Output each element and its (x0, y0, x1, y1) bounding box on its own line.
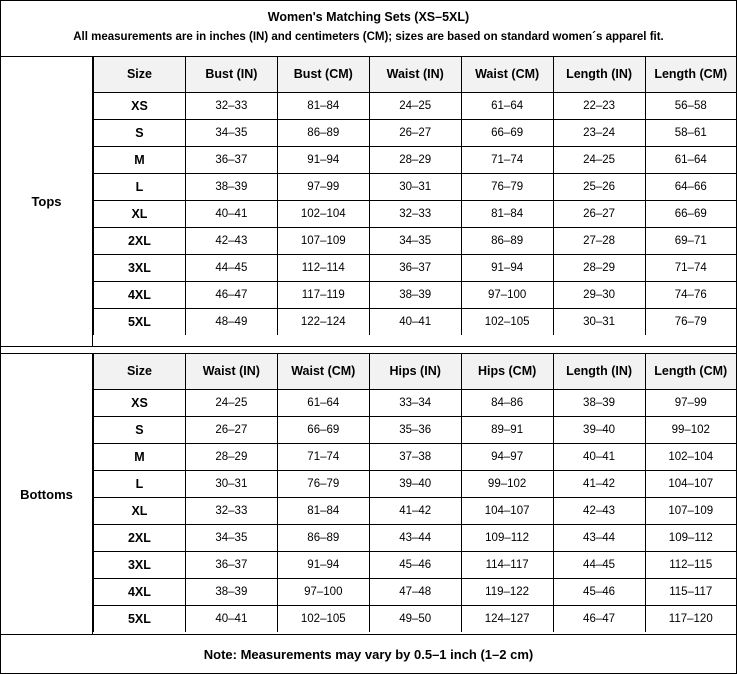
measurement-cell: 43–44 (553, 524, 645, 551)
measurement-cell: 41–42 (369, 497, 461, 524)
measurement-cell: 109–112 (461, 524, 553, 551)
column-header: Size (94, 57, 186, 92)
measurement-cell: 94–97 (461, 443, 553, 470)
measurement-cell: 40–41 (553, 443, 645, 470)
measurement-cell: 39–40 (369, 470, 461, 497)
measurement-cell: 102–104 (645, 443, 736, 470)
column-header: Length (CM) (645, 57, 736, 92)
column-header: Hips (IN) (369, 354, 461, 389)
measurement-cell: 99–102 (645, 416, 736, 443)
measurement-cell: 40–41 (185, 200, 277, 227)
measurement-cell: 117–120 (645, 605, 736, 632)
table-row (94, 92, 737, 119)
measurement-cell: 36–37 (185, 551, 277, 578)
measurement-cell: 114–117 (461, 551, 553, 578)
column-header: Bust (IN) (185, 57, 277, 92)
table-row (94, 119, 737, 146)
measurement-cell: 40–41 (369, 308, 461, 335)
measurement-cell: 32–33 (185, 92, 277, 119)
measurement-cell: 99–102 (461, 470, 553, 497)
measurement-cell: 66–69 (645, 200, 736, 227)
measurement-cell: 81–84 (277, 92, 369, 119)
chart-header (1, 1, 736, 57)
measurement-cell: 61–64 (461, 92, 553, 119)
measurement-cell: 30–31 (185, 470, 277, 497)
measurement-cell: 56–58 (645, 92, 736, 119)
measurement-cell: 71–74 (277, 443, 369, 470)
measurement-cell: 26–27 (369, 119, 461, 146)
measurement-cell: 104–107 (645, 470, 736, 497)
measurement-cell: 97–100 (277, 578, 369, 605)
measurement-cell: 58–61 (645, 119, 736, 146)
measurement-cell: 112–114 (277, 254, 369, 281)
size-cell: 2XL (94, 227, 186, 254)
column-header: Waist (IN) (369, 57, 461, 92)
column-header: Waist (CM) (277, 354, 369, 389)
size-cell: XL (94, 497, 186, 524)
measurement-cell: 49–50 (369, 605, 461, 632)
measurement-cell: 38–39 (185, 578, 277, 605)
measurement-cell: 71–74 (645, 254, 736, 281)
measurement-cell: 71–74 (461, 146, 553, 173)
measurement-cell: 32–33 (369, 200, 461, 227)
measurement-cell: 107–109 (645, 497, 736, 524)
measurement-cell: 38–39 (553, 389, 645, 416)
table-row (94, 416, 737, 443)
measurement-cell: 69–71 (645, 227, 736, 254)
bottoms-table (93, 354, 736, 632)
measurement-cell: 64–66 (645, 173, 736, 200)
column-header: Hips (CM) (461, 354, 553, 389)
measurement-cell: 66–69 (461, 119, 553, 146)
size-cell: 3XL (94, 254, 186, 281)
measurement-cell: 38–39 (369, 281, 461, 308)
measurement-cell: 45–46 (369, 551, 461, 578)
measurement-cell: 86–89 (277, 119, 369, 146)
measurement-cell: 36–37 (369, 254, 461, 281)
table-row (94, 578, 737, 605)
section-divider (1, 346, 736, 354)
measurement-cell: 24–25 (369, 92, 461, 119)
table-row (94, 254, 737, 281)
size-cell: 2XL (94, 524, 186, 551)
measurement-cell: 46–47 (553, 605, 645, 632)
measurement-cell: 35–36 (369, 416, 461, 443)
measurement-cell: 40–41 (185, 605, 277, 632)
size-cell: XS (94, 389, 186, 416)
measurement-cell: 43–44 (369, 524, 461, 551)
measurement-cell: 25–26 (553, 173, 645, 200)
size-cell: S (94, 119, 186, 146)
measurement-cell: 41–42 (553, 470, 645, 497)
measurement-cell: 84–86 (461, 389, 553, 416)
measurement-cell: 86–89 (277, 524, 369, 551)
measurement-cell: 117–119 (277, 281, 369, 308)
size-cell: M (94, 443, 186, 470)
measurement-cell: 22–23 (553, 92, 645, 119)
measurement-cell: 97–99 (277, 173, 369, 200)
measurement-cell: 36–37 (185, 146, 277, 173)
size-cell: 3XL (94, 551, 186, 578)
measurement-cell: 29–30 (553, 281, 645, 308)
table-row (94, 173, 737, 200)
measurement-cell: 47–48 (369, 578, 461, 605)
measurement-cell: 32–33 (185, 497, 277, 524)
chart-title: Women's Matching Sets (XS–5XL) (267, 10, 470, 24)
measurement-cell: 24–25 (553, 146, 645, 173)
measurement-cell: 39–40 (553, 416, 645, 443)
size-cell: S (94, 416, 186, 443)
measurement-cell: 46–47 (185, 281, 277, 308)
measurement-cell: 44–45 (185, 254, 277, 281)
bottoms-label: Bottoms (1, 354, 93, 634)
size-cell: 4XL (94, 281, 186, 308)
measurement-cell: 112–115 (645, 551, 736, 578)
measurement-cell: 66–69 (277, 416, 369, 443)
size-cell: L (94, 470, 186, 497)
measurement-cell: 91–94 (277, 146, 369, 173)
table-row (94, 227, 737, 254)
size-cell: M (94, 146, 186, 173)
measurement-cell: 76–79 (461, 173, 553, 200)
measurement-cell: 91–94 (277, 551, 369, 578)
table-row (94, 281, 737, 308)
size-cell: L (94, 173, 186, 200)
measurement-cell: 89–91 (461, 416, 553, 443)
measurement-cell: 81–84 (461, 200, 553, 227)
measurement-cell: 76–79 (277, 470, 369, 497)
size-cell: XL (94, 200, 186, 227)
column-header: Length (IN) (553, 57, 645, 92)
measurement-cell: 61–64 (277, 389, 369, 416)
column-header: Waist (IN) (185, 354, 277, 389)
column-header: Waist (CM) (461, 57, 553, 92)
table-row (94, 551, 737, 578)
measurement-cell: 26–27 (553, 200, 645, 227)
measurement-cell: 30–31 (369, 173, 461, 200)
measurement-cell: 37–38 (369, 443, 461, 470)
measurement-cell: 27–28 (553, 227, 645, 254)
measurement-cell: 102–104 (277, 200, 369, 227)
tops-label: Tops (1, 57, 93, 346)
tops-section (1, 57, 736, 346)
measurement-cell: 86–89 (461, 227, 553, 254)
measurement-cell: 33–34 (369, 389, 461, 416)
measurement-cell: 109–112 (645, 524, 736, 551)
measurement-cell: 115–117 (645, 578, 736, 605)
column-header: Size (94, 354, 186, 389)
column-header: Length (CM) (645, 354, 736, 389)
measurement-cell: 102–105 (461, 308, 553, 335)
measurement-cell: 23–24 (553, 119, 645, 146)
measurement-cell: 45–46 (553, 578, 645, 605)
measurement-cell: 26–27 (185, 416, 277, 443)
bottoms-section (1, 354, 736, 634)
measurement-cell: 28–29 (185, 443, 277, 470)
measurement-cell: 30–31 (553, 308, 645, 335)
tops-header-row (94, 57, 737, 92)
measurement-cell: 107–109 (277, 227, 369, 254)
size-cell: 5XL (94, 308, 186, 335)
table-row (94, 497, 737, 524)
table-row (94, 146, 737, 173)
measurement-cell: 48–49 (185, 308, 277, 335)
measurement-cell: 42–43 (185, 227, 277, 254)
table-row (94, 524, 737, 551)
measurement-cell: 76–79 (645, 308, 736, 335)
measurement-cell: 74–76 (645, 281, 736, 308)
table-row (94, 605, 737, 632)
table-row (94, 389, 737, 416)
size-cell: 4XL (94, 578, 186, 605)
table-row (94, 443, 737, 470)
size-cell: XS (94, 92, 186, 119)
measurement-cell: 81–84 (277, 497, 369, 524)
measurement-cell: 119–122 (461, 578, 553, 605)
table-row (94, 470, 737, 497)
measurement-cell: 34–35 (185, 524, 277, 551)
table-row (94, 200, 737, 227)
measurement-cell: 104–107 (461, 497, 553, 524)
column-header: Bust (CM) (277, 57, 369, 92)
measurement-cell: 124–127 (461, 605, 553, 632)
measurement-cell: 24–25 (185, 389, 277, 416)
size-cell: 5XL (94, 605, 186, 632)
column-header: Length (IN) (553, 354, 645, 389)
measurement-cell: 102–105 (277, 605, 369, 632)
measurement-cell: 34–35 (369, 227, 461, 254)
chart-subtitle: All measurements are in inches (IN) and centimeters (CM); sizes are based on standard women´s apparel fit. (73, 31, 664, 43)
measurement-cell: 97–99 (645, 389, 736, 416)
measurement-cell: 42–43 (553, 497, 645, 524)
measurement-cell: 28–29 (553, 254, 645, 281)
measurement-cell: 44–45 (553, 551, 645, 578)
bottoms-header-row (94, 354, 737, 389)
measurement-cell: 91–94 (461, 254, 553, 281)
measurement-cell: 38–39 (185, 173, 277, 200)
measurement-cell: 97–100 (461, 281, 553, 308)
tops-table (93, 57, 736, 335)
table-row (94, 308, 737, 335)
measurement-cell: 34–35 (185, 119, 277, 146)
measurement-cell: 122–124 (277, 308, 369, 335)
measurement-note: Note: Measurements may vary by 0.5–1 inch (1–2 cm) (1, 634, 736, 673)
measurement-cell: 28–29 (369, 146, 461, 173)
measurement-cell: 61–64 (645, 146, 736, 173)
